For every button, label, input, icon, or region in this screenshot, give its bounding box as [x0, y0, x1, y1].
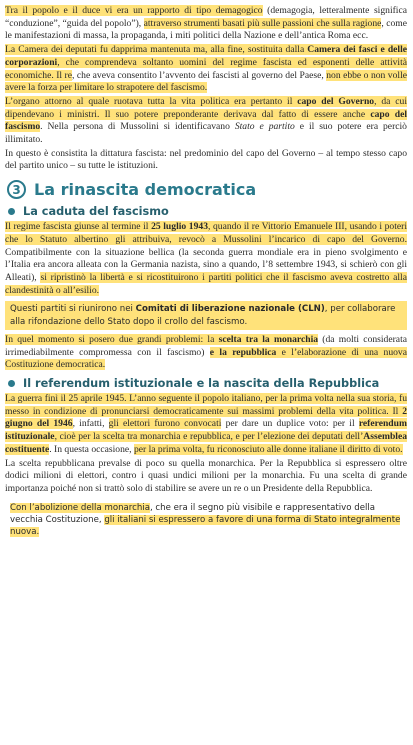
referendum-paragraph-1 — [5, 393, 407, 457]
text-run: La scelta repubblicana prevalse di poco su quella monarchica. Per la Repubblica si espressero oltre dodici milioni di elettori, contro i quasi undici milioni per la monarchia. Fu una scelta di grande importanza poiché non si trattò solo di stabilire se avere un re o un Presidente della Repubblica. — [5, 457, 407, 494]
caduta-paragraph-1 — [5, 221, 407, 297]
text-run: La Camera dei deputati fu dapprima mantenuta ma, alla fine, sostituita dalla — [5, 44, 308, 56]
intro-paragraph-2 — [5, 44, 407, 95]
text-run: , per collaborare alla rifondazione dello Stato dopo il crollo del fascismo. — [10, 304, 396, 327]
text-run: non ebbe o non volle avere la forza per limitare lo strapotere del fascismo. — [5, 69, 407, 94]
text-run: In quel momento si posero due grandi problemi: la — [5, 333, 219, 345]
text-run: 25 luglio 1943 — [151, 221, 208, 233]
text-run: per dare un duplice voto: per il — [221, 418, 359, 430]
text-run: , che era il segno più visibile e rappresentativo della vecchia Costituzione, — [10, 502, 376, 525]
intro-paragraph-4 — [5, 148, 407, 173]
subheading-referendum — [8, 377, 407, 390]
text-run: Tra il popolo e il duce vi era un rapporto di tipo demagogico — [5, 5, 263, 16]
text-run: (da molti considerata irrimediabilmente compromessa con il fascismo) — [5, 333, 407, 358]
text-run: e il suo potere era perciò illimitato. — [5, 121, 407, 146]
subheading-caduta-title: La caduta del fascismo — [23, 205, 169, 219]
text-run: e l’elaborazione di una nuova Costituzione democratica. — [5, 346, 407, 371]
referendum-paragraph-2 — [5, 458, 407, 496]
text-run: e la repubblica — [209, 346, 277, 358]
text-run: Stato e partito — [234, 121, 295, 133]
text-run: Il regime fascista giunse al termine il — [5, 221, 152, 233]
text-run: gli elettori furono convocati — [108, 418, 222, 430]
intro-paragraph-1 — [5, 5, 407, 43]
cln-callout-box — [5, 301, 407, 330]
text-run: Assemblea costituente — [5, 431, 407, 455]
text-run: , infatti, — [72, 418, 109, 430]
intro-paragraph-3 — [5, 96, 407, 147]
bullet-dot-icon — [8, 380, 15, 387]
text-run: , cioè per la scelta tra monarchia e repubblica, e per l’elezione dei deputati dell’ — [54, 431, 364, 443]
text-run: . Nella persona di Mussolini si identificavano — [40, 121, 235, 133]
subheading-caduta — [8, 205, 407, 218]
section-heading — [7, 180, 407, 199]
text-run: per la prima volta, fu riconosciuto alle donne italiane il diritto di voto. — [133, 443, 403, 455]
text-run: L’organo attorno al quale ruotava tutta la vita politica era pertanto il — [5, 95, 298, 107]
textbook-page — [5, 5, 407, 545]
section-number-badge: 3 — [7, 180, 26, 199]
caduta-paragraph-2 — [5, 334, 407, 372]
text-run: (demagogia, letteralmente significa “conduzione”, “guida del popolo”), — [5, 5, 407, 29]
text-run: , come le manifestazioni di massa, la propaganda, i miti politici della Nazione e dell’antica Roma ecc. — [5, 17, 407, 42]
text-run: Camera dei fasci e delle corporazioni — [5, 44, 407, 68]
text-run: referendum istituzionale — [5, 418, 407, 443]
text-run: Con l’abolizione della monarchia — [10, 502, 150, 513]
text-run: capo del fascismo — [5, 108, 407, 133]
text-run: Compatibilmente con la situazione bellica (la seconda guerra mondiale era in pieno svolgimento e l’Italia era ancora alleata con la Germania nazista, sino a quando, l’8 settembre 1943, si schierò con gli Alleati), — [5, 246, 407, 283]
section-title: La rinascita democratica — [34, 180, 257, 200]
text-run: Questi partiti si riunirono nei — [10, 304, 136, 315]
text-run: , quando il re Vittorio Emanuele III, usando i poteri che lo Statuto albertino gli attribuiva, revocò a Mussolini l’incarico di capo del Governo. — [5, 221, 408, 245]
text-run: La guerra finì il 25 aprile 1945. L’anno seguente il popolo italiano, per la prima volta nella sua storia, fu messo in condizione di pronunciarsi democraticamente sui massimi problemi della vita politica. Il — [5, 393, 407, 417]
cln-callout-text — [10, 304, 395, 326]
text-run: attraverso strumenti basati più sulle passioni che sulla ragione — [143, 17, 382, 29]
text-run: , da cui dipendevano i ministri. Il suo potere preponderante derivava dal fatto di essere anche — [5, 95, 407, 120]
text-run: gli italiani si espressero a favore di una forma di Stato integralmente nuova. — [10, 514, 401, 538]
text-run: , che comprendeva soltanto uomini del regime fascista ed esponenti delle attività economiche. Il re — [5, 56, 407, 81]
text-run: 2 giugno del 1946 — [5, 405, 407, 430]
text-run: . In questa occasione, — [49, 443, 134, 455]
text-run: Comitati di liberazione nazionale (CLN) — [135, 304, 325, 315]
repubblica-callout-box — [5, 500, 407, 541]
bullet-dot-icon — [8, 208, 15, 215]
subheading-referendum-title: Il referendum istituzionale e la nascita della Repubblica — [23, 377, 380, 391]
text-run: In questo è consistita la dittatura fascista: nel predominio del capo del Governo – al tempo stesso capo del partito unico – su tutte le istituzioni. — [5, 147, 407, 172]
text-run: capo del Governo — [297, 95, 375, 107]
text-run: scelta tra la monarchia — [218, 333, 319, 345]
text-run: si ripristinò la libertà e si ricostituirono i partiti politici che il fascismo aveva costretto alla clandestinità o all’esilio. — [5, 271, 407, 296]
text-run: , che aveva consentito l’avvento dei fascisti al governo del Paese, — [72, 69, 327, 81]
